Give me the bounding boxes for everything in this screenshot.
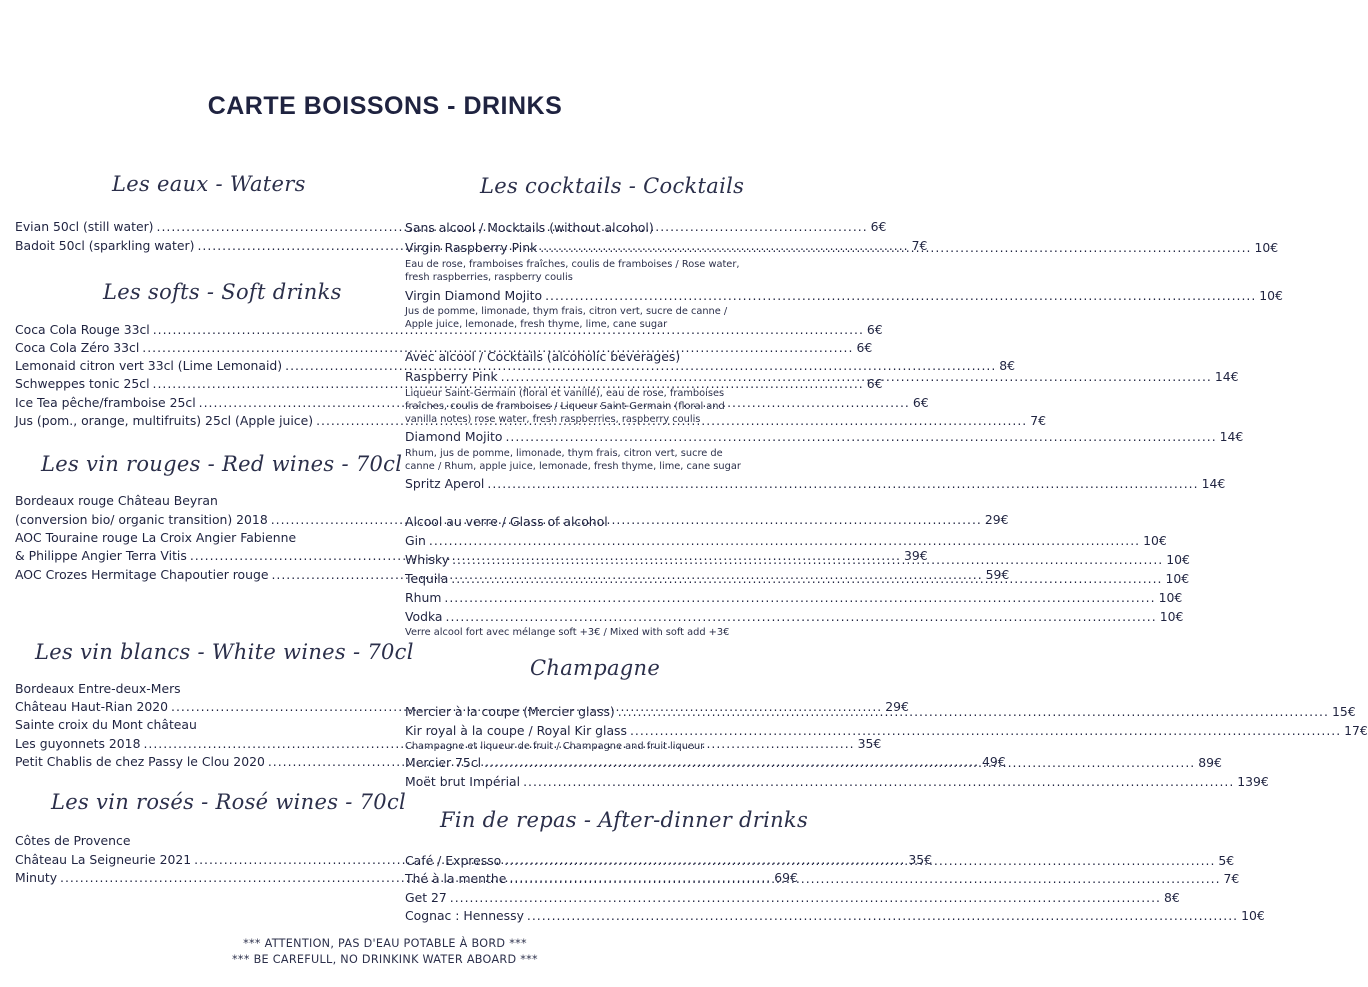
item-name: Tequila (405, 571, 449, 586)
item-name: Vodka (405, 609, 443, 624)
item-name: Moët brut Impérial (405, 774, 521, 789)
leader-dots (523, 774, 1234, 790)
item-price: 35€ (908, 852, 932, 867)
item-price: 29€ (984, 512, 1009, 527)
item-name: Château La Seigneurie 2021 (15, 852, 192, 867)
item-price: 14€ (1201, 476, 1226, 491)
menu-row (405, 774, 1269, 790)
item-price: 59€ (985, 567, 1010, 582)
item-price: 10€ (1241, 908, 1265, 923)
cocktails-heading: Les cocktails - Cocktails (480, 174, 745, 198)
mocktails-title: Sans alcool / Mocktails (without alcohol) (405, 220, 654, 235)
menu-row (405, 890, 1180, 906)
leader-dots (505, 429, 1216, 445)
item-price: 7€ (1223, 871, 1240, 886)
menu-row (15, 413, 1047, 429)
item-name: Petit Chablis de chez Passy le Clou 2020 (15, 754, 265, 769)
item-price: 35€ (857, 736, 882, 751)
item-price: 17€ (1344, 723, 1368, 738)
item-price: 6€ (856, 340, 873, 355)
leader-dots (450, 890, 1161, 906)
leader-dots (446, 609, 1157, 625)
item-price: 6€ (866, 376, 883, 391)
item-price: 69€ (774, 870, 798, 885)
leader-dots (509, 871, 1220, 887)
leader-dots (527, 908, 1238, 924)
softs-heading: Les softs - Soft drinks (103, 280, 342, 304)
item-name: Les guyonnets 2018 (15, 736, 141, 751)
menu-row (15, 322, 883, 338)
item-name: Jus (pom., orange, multifruits) 25cl (Apple juice) (15, 413, 314, 428)
item-name: Gin (405, 533, 426, 548)
menu-row (405, 723, 1368, 739)
wine-line: Côtes de Provence (15, 833, 131, 848)
menu-row (15, 340, 873, 356)
white-wines-heading: Les vin blancs - White wines - 70cl (35, 640, 414, 664)
alcohol-cocktails-title: Avec alcool / Cocktails (alcoholic beverages) (405, 349, 681, 364)
leader-dots (451, 571, 1162, 587)
item-name: Diamond Mojito (405, 429, 503, 444)
leader-dots (429, 533, 1140, 549)
menu-row (405, 533, 1167, 549)
menu-row (405, 908, 1265, 924)
item-price: 15€ (1331, 704, 1356, 719)
menu-row (405, 609, 1184, 625)
item-price: 7€ (1030, 413, 1047, 428)
leader-dots (487, 476, 1198, 492)
menu-row (15, 395, 929, 411)
item-price: 6€ (870, 219, 887, 234)
item-name: Café / Expresso (405, 853, 502, 868)
item-price: 8€ (999, 358, 1016, 373)
menu-row (405, 429, 1244, 445)
leader-dots (484, 755, 1195, 771)
item-name: Evian 50cl (still water) (15, 219, 154, 234)
item-price: 10€ (1259, 288, 1283, 303)
item-price: 89€ (1198, 755, 1222, 770)
item-name: Ice Tea pêche/framboise 25cl (15, 395, 196, 410)
item-price: 14€ (1214, 369, 1239, 384)
item-price: 139€ (1237, 774, 1269, 789)
leader-dots (501, 369, 1212, 385)
item-description: Champagne et liqueur de fruit / Champagne and fruit liqueur (405, 741, 705, 752)
leader-dots (540, 240, 1251, 256)
leader-dots (271, 512, 982, 528)
item-name: Château Haut-Rian 2020 (15, 699, 169, 714)
item-name: Mercier à la coupe (Mercier glass) (405, 704, 615, 719)
item-name: AOC Crozes Hermitage Chapoutier rouge (15, 567, 269, 582)
item-price: 29€ (885, 699, 909, 714)
item-name: Badoit 50cl (sparkling water) (15, 238, 195, 253)
glass-title: Alcool au verre / Glass of alcohol (405, 514, 608, 529)
item-price: 10€ (1254, 240, 1279, 255)
item-price: 10€ (1166, 552, 1190, 567)
item-description: Rhum, jus de pomme, limonade, thym frais, citron vert, sucre de canne / Rhum, apple juice, lemonade, fresh thyme, lime, cane sugar (405, 448, 741, 472)
champagne-heading: Champagne (530, 656, 661, 680)
item-name: & Philippe Angier Terra Vitis (15, 548, 187, 563)
item-price: 6€ (866, 322, 883, 337)
item-price: 10€ (1143, 533, 1167, 548)
waters-heading: Les eaux - Waters (112, 172, 306, 196)
item-price: 14€ (1219, 429, 1244, 444)
item-name: Lemonaid citron vert 33cl (Lime Lemonaid) (15, 358, 283, 373)
menu-row (405, 590, 1183, 606)
leader-dots (630, 723, 1341, 739)
item-name: Mercier 75cl (405, 755, 482, 770)
item-name: Spritz Aperol (405, 476, 485, 491)
leader-dots (618, 704, 1329, 720)
after-dinner-heading: Fin de repas - After-dinner drinks (440, 808, 809, 832)
menu-row (405, 288, 1283, 304)
page-title: CARTE BOISSONS - DRINKS (207, 92, 563, 120)
item-name: Raspberry Pink (405, 369, 498, 384)
item-name: Cognac : Hennessy (405, 908, 524, 923)
wine-line: AOC Touraine rouge La Croix Angier Fabienne (15, 530, 297, 545)
item-price: 5€ (1218, 853, 1235, 868)
item-price: 10€ (1165, 571, 1190, 586)
menu-row (15, 358, 1016, 374)
item-name: Whisky (405, 552, 450, 567)
item-price: 6€ (912, 395, 929, 410)
item-name: Thé à la menthe (405, 871, 507, 886)
item-name: Get 27 (405, 890, 447, 905)
leader-dots (545, 288, 1256, 304)
item-price: 39€ (904, 548, 928, 563)
red-wines-heading: Les vin rouges - Red wines - 70cl (41, 452, 403, 476)
item-price: 10€ (1158, 590, 1183, 605)
item-name: Kir royal à la coupe / Royal Kir glass (405, 723, 627, 738)
item-name: Coca Cola Rouge 33cl (15, 322, 150, 337)
item-price: 8€ (1163, 890, 1180, 905)
item-name: Coca Cola Zéro 33cl (15, 340, 140, 355)
item-name: Rhum (405, 590, 442, 605)
wine-line: Bordeaux Entre-deux-Mers (15, 681, 181, 696)
footer-warning-fr: *** ATTENTION, PAS D'EAU POTABLE À BORD *** (243, 937, 527, 950)
item-name: Schweppes tonic 25cl (15, 376, 150, 391)
menu-row (405, 369, 1239, 385)
item-description: Jus de pomme, limonade, thym frais, citron vert, sucre de canne / Apple juice, lemonade, fresh thyme, lime, cane sugar (405, 306, 728, 330)
menu-row (405, 240, 1279, 256)
rose-wines-heading: Les vin rosés - Rosé wines - 70cl (51, 790, 407, 814)
leader-dots (452, 552, 1163, 568)
item-price: 10€ (1159, 609, 1184, 624)
leader-dots (444, 590, 1155, 606)
item-name: (conversion bio/ organic transition) 2018 (15, 512, 268, 527)
item-price: 7€ (911, 238, 928, 253)
item-description: Eau de rose, framboises fraîches, coulis de framboises / Rose water, fresh raspberries, raspberry coulis (405, 259, 740, 283)
glass-note: Verre alcool fort avec mélange soft +3€ / Mixed with soft add +3€ (405, 627, 730, 638)
item-name: Virgin Diamond Mojito (405, 288, 543, 303)
menu-row (405, 476, 1226, 492)
item-name: Minuty (15, 870, 58, 885)
leader-dots (504, 853, 1215, 869)
item-description: Liqueur Saint-Germain (floral et vanillé), eau de rose, framboises fraîches, coulis de framboises / Liqueur Saint-Germain (floral and vanilla notes) rose water, fresh raspberries, raspberry coulis (405, 388, 725, 425)
item-name: Virgin Raspberry Pink (405, 240, 538, 255)
wine-line: Sainte croix du Mont château (15, 717, 197, 732)
item-price: 49€ (982, 754, 1006, 769)
wine-line: Bordeaux rouge Château Beyran (15, 493, 218, 508)
footer-warning-en: *** BE CAREFULL, NO DRINKINK WATER ABOARD *** (232, 953, 538, 966)
